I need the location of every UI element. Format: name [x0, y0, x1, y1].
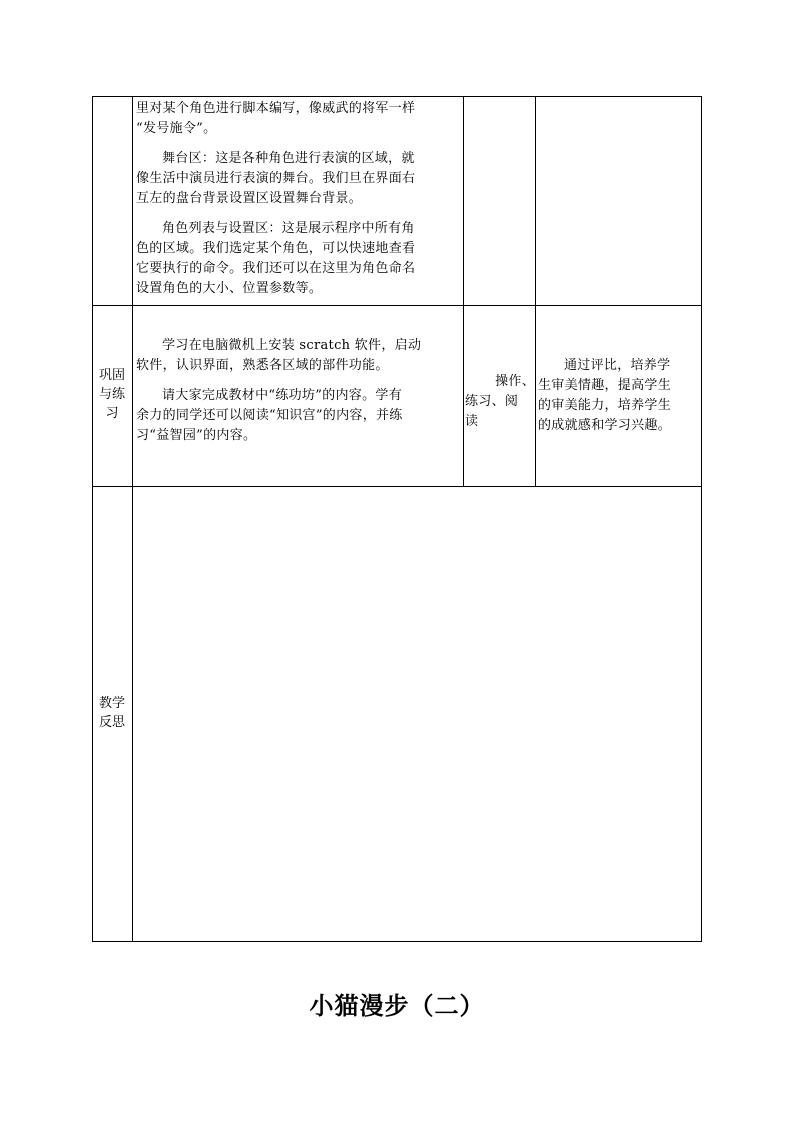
intent-line: 的审美能力，培养学生: [538, 398, 672, 413]
label-line: 与练: [98, 387, 125, 402]
practice-method: [465, 372, 535, 432]
content-col-divider: [463, 96, 464, 487]
sprite-line: 色的区域。我们选定某个角色，可以快速地查看: [136, 241, 416, 256]
method-line: 读: [465, 414, 479, 429]
row-divider-1: [92, 305, 702, 306]
intent-line: 生审美情趣，提高学生: [538, 378, 672, 393]
label-col-divider: [132, 96, 133, 942]
intent-line: 通过评比，培养学: [564, 358, 671, 373]
stage-line: 舞台区：这是各种角色进行表演的区域，就: [162, 151, 415, 166]
label-line: 教学: [98, 696, 125, 711]
table-bottom-border: [92, 941, 702, 942]
sprite-line: 角色列表与设置区：这是展示程序中所有角: [162, 221, 415, 236]
practice-intent: [538, 356, 700, 436]
practice-content: [136, 336, 462, 446]
practice-line: 学习在电脑微机上安装 scratch 软件，启动: [162, 338, 422, 353]
sprite-line: 它要执行的命令。我们还可以在这里为角色命名: [136, 261, 416, 276]
stage-line: 像生活中演员进行表演的舞台。我们旦在界面右: [136, 171, 416, 186]
practice-line: 余力的同学还可以阅读“知识宫”的内容，并练: [136, 408, 403, 423]
row-divider-2: [92, 486, 702, 487]
stage-line: 互左的盘台背景设置区设置舞台背景。: [136, 191, 363, 206]
table-right-border: [701, 96, 702, 942]
practice-line: 软件，认识界面，熟悉各区域的部件功能。: [136, 358, 389, 373]
practice-line: 请大家完成教材中“练功坊”的内容。学有: [162, 388, 402, 403]
content-cell-top: [136, 99, 462, 299]
practice-label: [94, 366, 130, 423]
label-line: 反思: [98, 715, 125, 730]
method-col-divider: [535, 96, 536, 487]
sprite-line: 设置角色的大小、位置参数等。: [136, 281, 323, 296]
label-line: 巩固: [98, 368, 125, 383]
content-line: 里对某个角色进行脚本编写，像威武的将军一样: [136, 101, 416, 116]
method-line: 操作、: [495, 374, 535, 389]
intent-line: 的成就感和学习兴趣。: [538, 418, 672, 433]
table-top-border: [92, 96, 702, 97]
method-line: 练习、阅: [465, 394, 519, 409]
content-line: “发号施令”。: [136, 121, 217, 136]
document-title: 小猫漫步（二）: [309, 992, 485, 1020]
reflection-label: [94, 694, 130, 732]
practice-line: 习“益智园”的内容。: [136, 428, 257, 443]
table-left-border: [92, 96, 93, 942]
label-line: 习: [105, 406, 119, 421]
